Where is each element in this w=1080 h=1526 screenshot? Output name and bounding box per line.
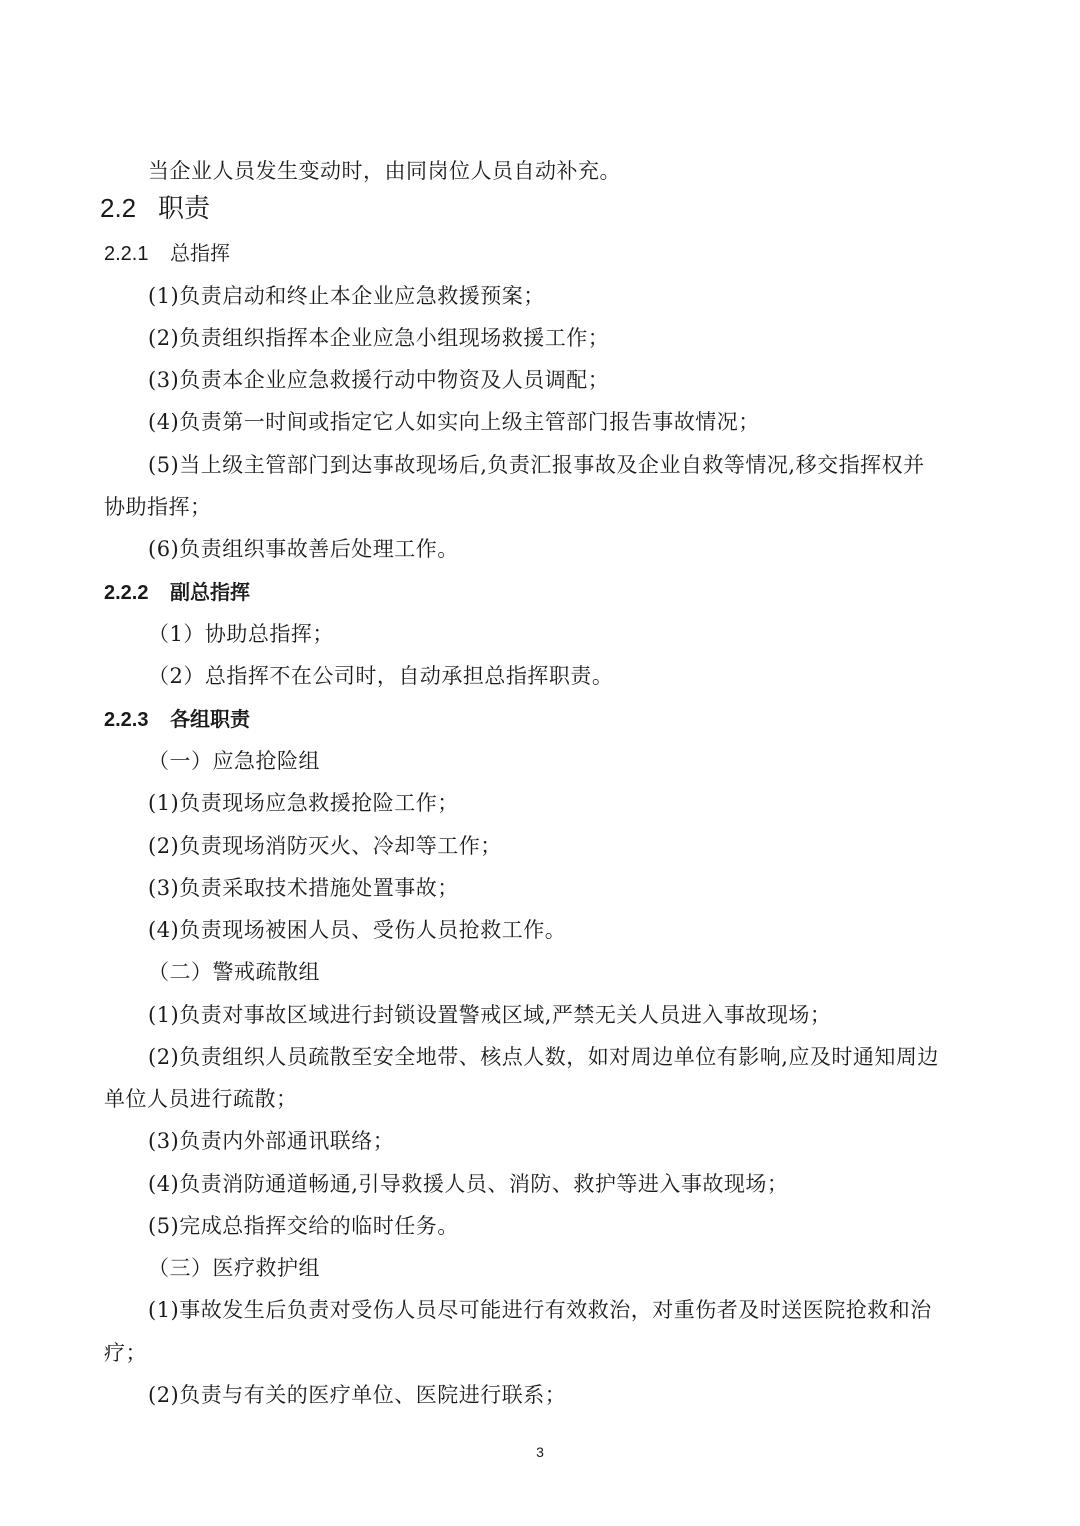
list-item: (1)事故发生后负责对受伤人员尽可能进行有效救治，对重伤者及时送医院抢救和治 (148, 1298, 932, 1322)
list-item-continuation: 疗； (104, 1341, 147, 1365)
list-item: (2)负责现场消防灭火、冷却等工作； (148, 834, 502, 858)
group-title-medical-rescue: （三）医疗救护组 (148, 1256, 320, 1280)
list-item: （1）协助总指挥； (148, 622, 334, 646)
section-heading-2-2 (100, 195, 210, 222)
subsection-number: 2.2.1 (104, 243, 149, 265)
subsection-title: 副总指挥 (170, 580, 250, 604)
subsection-heading-2-2-2 (104, 582, 250, 603)
list-item: (4)负责第一时间或指定它人如实向上级主管部门报告事故情况； (148, 410, 760, 434)
list-item-continuation: 协助指挥； (104, 495, 212, 519)
subsection-title: 各组职责 (170, 707, 250, 731)
subsection-number: 2.2.3 (104, 709, 149, 731)
list-item: (5)完成总指挥交给的临时任务。 (148, 1214, 459, 1238)
list-item: (1)负责现场应急救援抢险工作； (148, 791, 459, 815)
list-item: (4)负责消防通道畅通,引导救援人员、消防、救护等进入事故现场； (148, 1172, 789, 1196)
group-title-evacuation: （二）警戒疏散组 (148, 960, 320, 984)
page-number: 3 (536, 1444, 544, 1460)
subsection-number: 2.2.2 (104, 582, 149, 604)
list-item: (3)负责本企业应急救援行动中物资及人员调配； (148, 368, 610, 392)
list-item-continuation: 单位人员进行疏散； (104, 1087, 298, 1111)
section-title: 职责 (158, 194, 211, 224)
list-item: (3)负责采取技术措施处置事故； (148, 876, 459, 900)
subsection-title: 总指挥 (170, 241, 230, 265)
list-item: (4)负责现场被困人员、受伤人员抢救工作。 (148, 918, 567, 942)
list-item: (6)负责组织事故善后处理工作。 (148, 537, 459, 561)
list-item: (1)负责对事故区域进行封锁设置警戒区域,严禁无关人员进入事故现场； (148, 1003, 832, 1027)
subsection-heading-2-2-1 (104, 243, 230, 264)
subsection-heading-2-2-3 (104, 709, 250, 730)
list-item: (2)负责组织人员疏散至安全地带、核点人数，如对周边单位有影响,应及时通知周边 (148, 1045, 939, 1069)
list-item: (2)负责组织指挥本企业应急小组现场救援工作； (148, 326, 610, 350)
list-item: (3)负责内外部通讯联络； (148, 1129, 395, 1153)
intro-paragraph: 当企业人员发生变动时，由同岗位人员自动补充。 (148, 159, 621, 183)
list-item: (2)负责与有关的医疗单位、医院进行联系； (148, 1383, 567, 1407)
list-item: (1)负责启动和终止本企业应急救援预案； (148, 284, 545, 308)
group-title-emergency-rescue: （一）应急抢险组 (148, 749, 320, 773)
list-item: (5)当上级主管部门到达事故现场后,负责汇报事故及企业自救等情况,移交指挥权并 (148, 453, 925, 477)
list-item: （2）总指挥不在公司时，自动承担总指挥职责。 (148, 664, 614, 688)
section-number: 2.2 (100, 193, 137, 223)
